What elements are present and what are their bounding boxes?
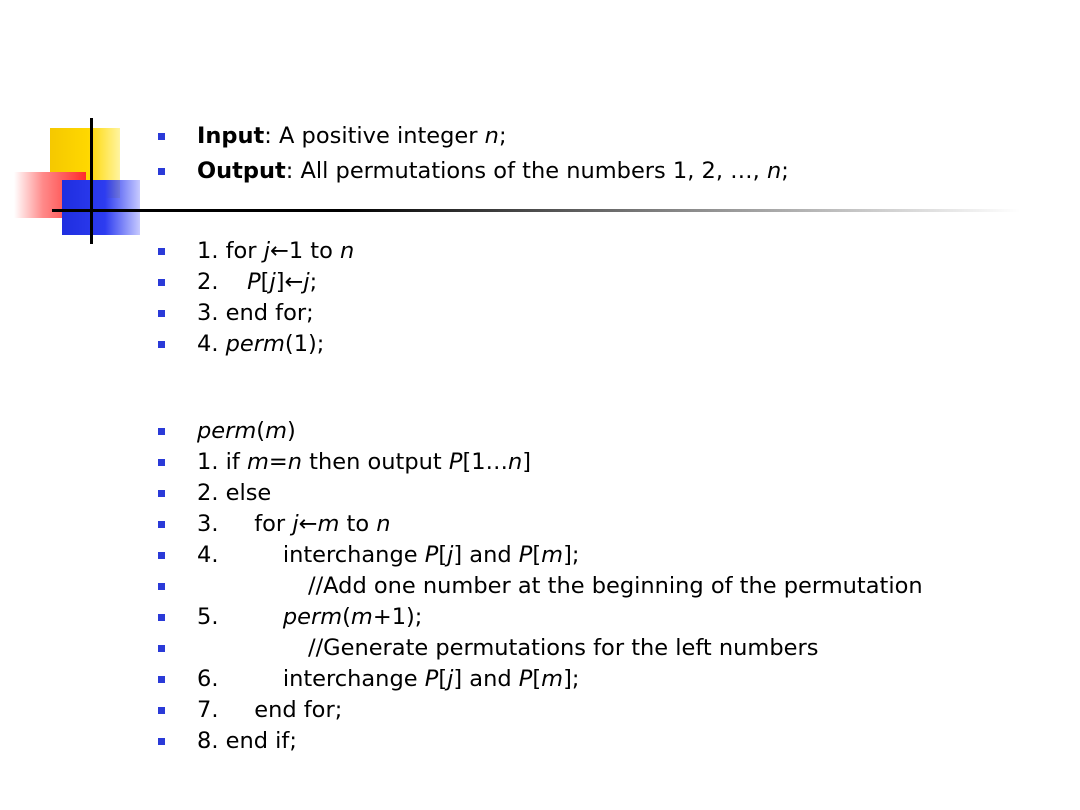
bullet-icon: [158, 583, 165, 590]
bullet-icon: [158, 707, 165, 714]
bullet-icon: [158, 341, 165, 348]
bullet-icon: [158, 614, 165, 621]
bullet-icon: [158, 248, 165, 255]
bullet-icon: [158, 738, 165, 745]
logo-vertical-rule: [90, 118, 93, 244]
input-label: Input: [197, 123, 265, 149]
bullet-icon: [158, 521, 165, 528]
title-divider-rule: [52, 209, 1020, 212]
slide: Input: A positive integer n; Output: All permutations of the numbers 1, 2, …, n; 1. for j←1 to n 2. P[j]←j; 3. end for; 4. perm(1); perm(m) 1. if m=n then output P[1…n] 2. else 3. for j←m to n 4. interchange P[j] and P[m]; //Add one number at the beginning of the permutation 5. perm(m+1); //Generate permutations for the left numbers 6. interchange P[j] and P[m]; 7. end for; 8. end if;: [0, 0, 1080, 810]
bullet-icon: [158, 310, 165, 317]
bullet-icon: [158, 133, 165, 140]
bullet-icon: [158, 168, 165, 175]
bullet-icon: [158, 490, 165, 497]
bullet-icon: [158, 676, 165, 683]
bullet-icon: [158, 552, 165, 559]
logo-blue-block: [62, 180, 140, 235]
output-label: Output: [197, 158, 286, 184]
bullet-icon: [158, 645, 165, 652]
bullet-icon: [158, 459, 165, 466]
bullet-icon: [158, 428, 165, 435]
bullet-icon: [158, 279, 165, 286]
